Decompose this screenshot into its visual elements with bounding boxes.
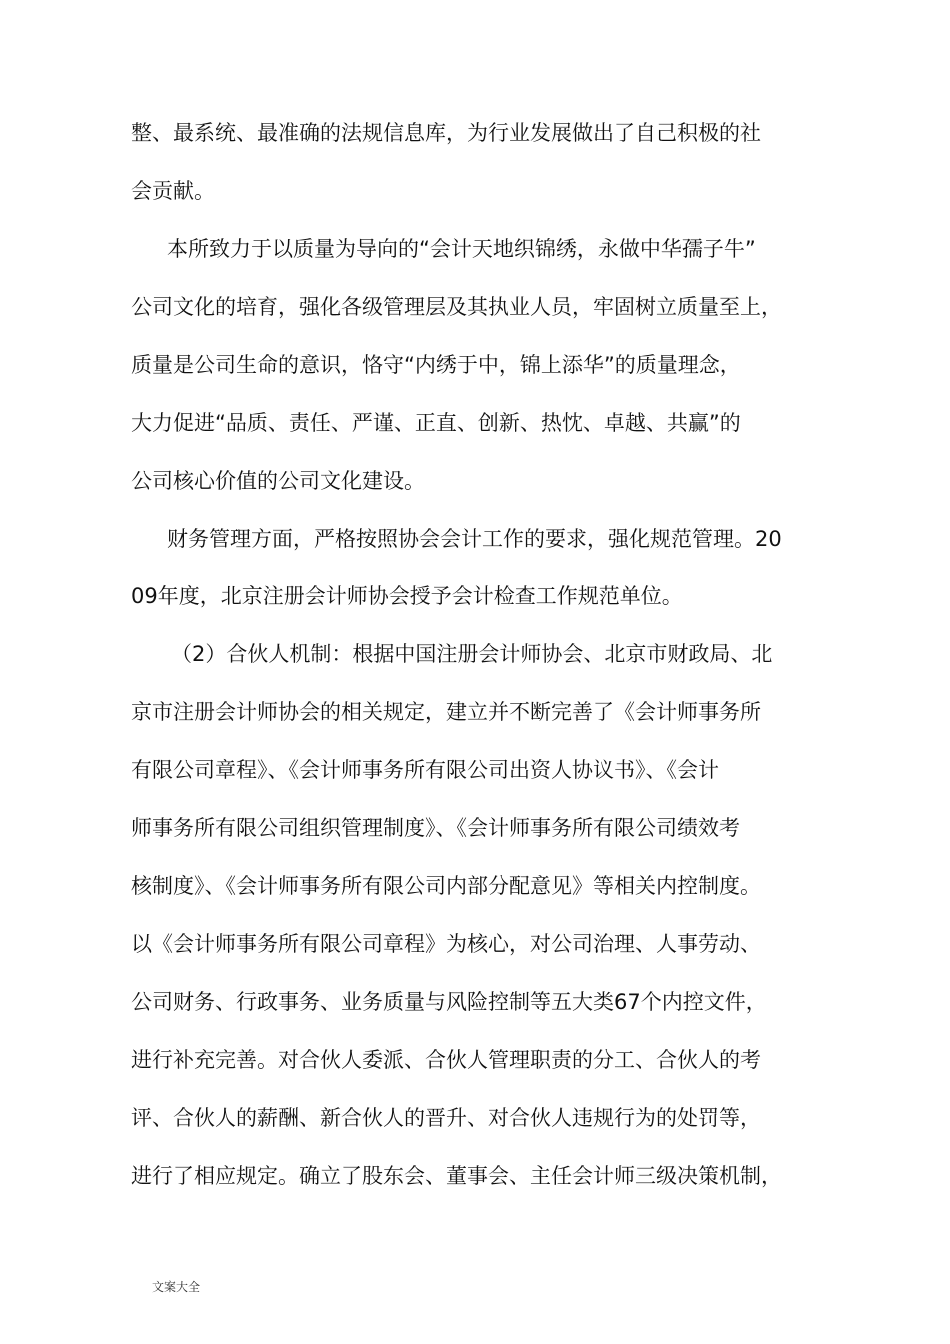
text-line: 核制度》、《会计师事务所有限公司内部分配意见》等相关内控制度。 (131, 874, 761, 898)
text-line: 评、合伙人的薪酬、新合伙人的晋升、对合伙人违规行为的处罚等， (131, 1106, 761, 1130)
text-line: 师事务所有限公司组织管理制度》、《会计师事务所有限公司绩效考 (131, 816, 740, 840)
text-line: 以《会计师事务所有限公司章程》为核心，对公司治理、人事劳动、 (131, 932, 761, 956)
text-line: 整、最系统、最准确的法规信息库，为行业发展做出了自己积极的社 (131, 121, 761, 145)
paragraph-start-line: 本所致力于以质量为导向的“会计天地织锦绣，永做中华孺子牛” (167, 237, 756, 261)
text-line: 公司文化的培育，强化各级管理层及其执业人员，牢固树立质量至上， (131, 295, 782, 319)
text-line: 会贡献。 (131, 179, 215, 203)
page-footer: 文案大全 (152, 1280, 201, 1294)
text-line: 质量是公司生命的意识，恪守“内绣于中，锦上添华”的质量理念， (131, 353, 741, 377)
text-line: 进行了相应规定。确立了股东会、董事会、主任会计师三级决策机制， (131, 1164, 782, 1188)
text-line: 公司财务、行政事务、业务质量与风险控制等五大类67个内控文件， (131, 990, 767, 1014)
paragraph-start-line: （2）合伙人机制：根据中国注册会计师协会、北京市财政局、北 (171, 642, 773, 666)
text-line: 有限公司章程》、《会计师事务所有限公司出资人协议书》、《会计 (131, 758, 719, 782)
text-line: 京市注册会计师协会的相关规定，建立并不断完善了《会计师事务所 (131, 700, 761, 724)
text-line: 大力促进“品质、责任、严谨、正直、创新、热忱、卓越、共赢”的 (131, 411, 741, 435)
text-line: 进行补充完善。对合伙人委派、合伙人管理职责的分工、合伙人的考 (131, 1048, 761, 1072)
text-line: 公司核心价值的公司文化建设。 (131, 469, 425, 493)
paragraph-start-line: 财务管理方面，严格按照协会会计工作的要求，强化规范管理。20 (167, 527, 782, 551)
text-line: 09年度，北京注册会计师协会授予会计检查工作规范单位。 (131, 584, 683, 608)
